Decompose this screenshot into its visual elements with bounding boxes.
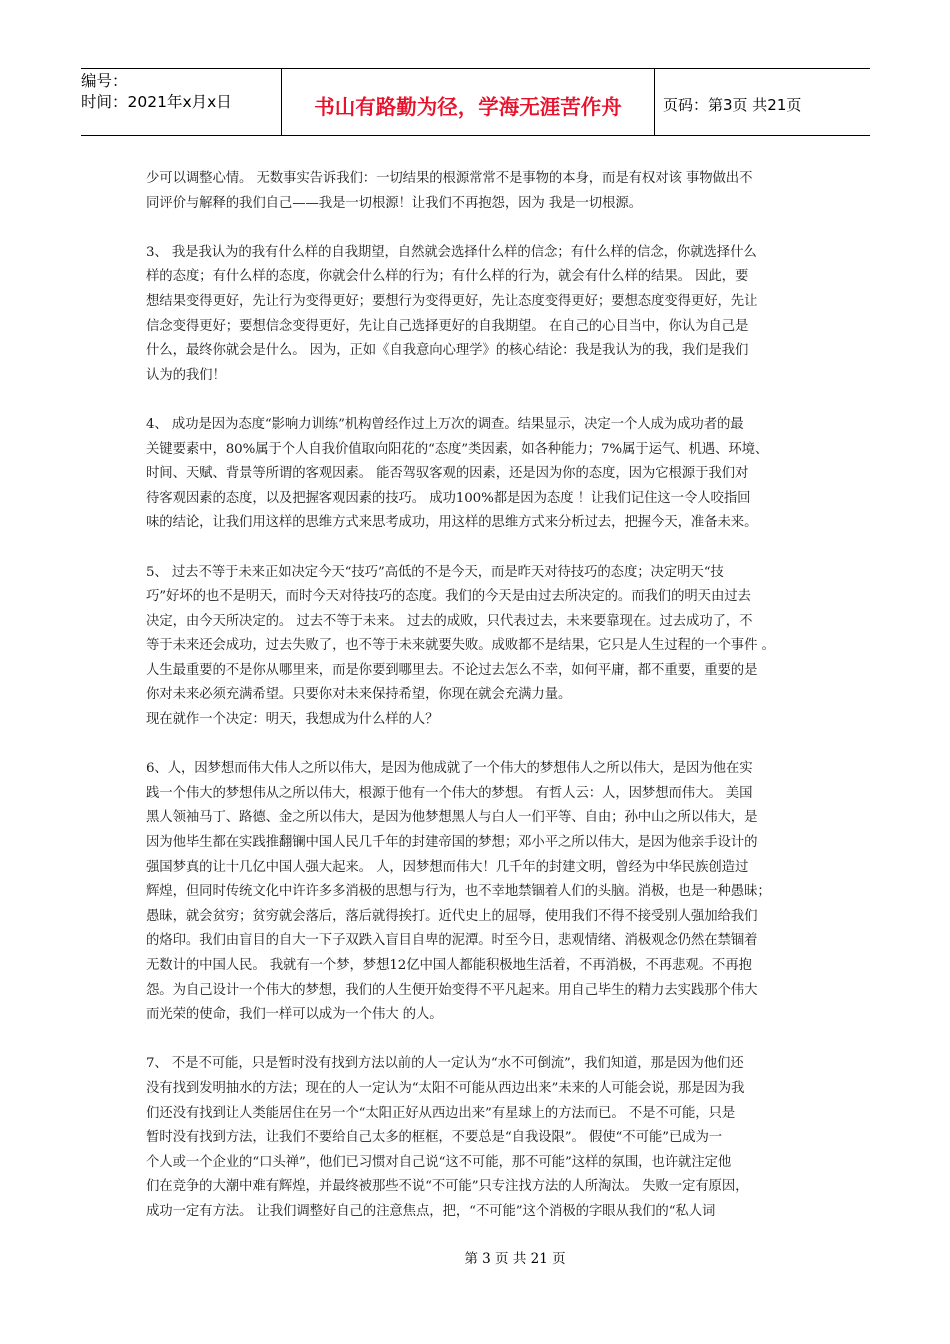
- document-body: [146, 167, 806, 1249]
- page-header: [81, 68, 870, 136]
- text-line: 现在就作一个决定：明天，我想成为什么样的人？: [146, 712, 439, 728]
- text-line: 5、 过去不等于未来正如决定今天“技巧”高低的不是今天，而是昨天对待技巧的态度；决定明天“技: [146, 564, 724, 580]
- text-line: 6、人，因梦想而伟大伟人之所以伟大，是因为他成就了一个伟大的梦想伟人之所以伟大，是因为他在实: [146, 761, 753, 777]
- paragraph: [146, 757, 806, 1028]
- paragraph: [146, 413, 806, 536]
- document-date-label: 时间：2021年x月x日: [81, 93, 232, 111]
- text-line: 辉煌，但同时传统文化中许许多多消极的思想与行为，也不幸地禁锢着人们的头脑。消极，也是一种愚昧；: [146, 884, 771, 900]
- text-line: 少可以调整心情。 无数事实告诉我们：一切结果的根源常常不是事物的本身，而是有权对该 事物做出不: [146, 171, 753, 186]
- text-line: 等于未来还会成功，过去失败了，也不等于未来就要失败。成败都不是结果，它只是人生过程的一个事件 。: [146, 638, 775, 654]
- text-line: 因为他毕生都在实践推翻镧中国人民几千年的封建帝国的梦想；邓小平之所以伟大，是因为他亲手设计的: [146, 835, 758, 851]
- text-line: 们在竞争的大潮中难有辉煌，并最终被那些不说“不可能”只专注找方法的人所淘汰。 失败一定有原因，: [146, 1179, 749, 1195]
- text-line: 个人或一个企业的“口头禅”，他们已习惯对自己说“这不可能，那不可能”这样的氛围，也许就注定他: [146, 1154, 732, 1170]
- text-line: 时间、天赋、背景等所谓的客观因素。 能否驾驭客观的因素，还是因为你的态度，因为它根源于我们对: [146, 466, 749, 482]
- text-line: 没有找到发明抽水的方法；现在的人一定认为“太阳不可能从西边出来”未来的人可能会说，那是因为我: [146, 1080, 745, 1096]
- document-number-label: 编号：: [81, 72, 128, 90]
- text-line: 你对未来必须充满希望。只要你对未来保持希望，你现在就会充满力量。: [146, 687, 572, 703]
- header-page-number: 页码：第3页 共21页: [663, 95, 802, 114]
- text-line: 无数计的中国人民。 我就有一个梦，梦想12亿中国人都能积极地生活着，不再消极，不再悲观。不再抱: [146, 958, 752, 973]
- text-line: 7、 不是不可能，只是暂时没有找到方法以前的人一定认为“水不可倒流”，我们知道，那是因为他们还: [146, 1056, 744, 1072]
- text-line: 黑人领袖马丁、路德、金之所以伟大，是因为他梦想黑人与白人一们平等、自由；孙中山之所以伟大，是: [146, 810, 758, 826]
- text-line: 4、 成功是因为态度“影响力训练”机构曾经作过上万次的调查。结果显示，决定一个人成为成功者的最: [146, 416, 744, 432]
- header-motto: 书山有路勤为径，学海无涯苦作舟: [314, 95, 622, 119]
- paragraph: [146, 167, 806, 216]
- text-line: 关键要素中，80%属于个人自我价值取向阳花的“态度”类因素，如各种能力；7%属于运气、机遇、环境、: [146, 441, 769, 457]
- text-line: 暂时没有找到方法，让我们不要给自己太多的框框，不要总是“自我设限”。 假使“不可能”已成为一: [146, 1130, 723, 1146]
- footer-page-number: 第 3 页 共 21 页: [464, 1251, 566, 1267]
- paragraph: [146, 1052, 806, 1224]
- text-line: 怨。为自己设计一个伟大的梦想，我们的人生便开始变得不平凡起来。用自己毕生的精力去实践那个伟大: [146, 982, 758, 998]
- text-line: 人生最重要的不是你从哪里来，而是你要到哪里去。不论过去怎么不幸，如何平庸，都不重要，重要的是: [146, 662, 758, 678]
- text-line: 3、 我是我认为的我有什么样的自我期望，自然就会选择什么样的信念；有什么样的信念，你就选择什么: [146, 244, 757, 260]
- page-footer: [0, 1247, 950, 1267]
- header-motto-cell: [282, 69, 655, 135]
- text-line: 待客观因素的态度，以及把握客观因素的技巧。 成功100%都是因为态度 ！让我们记住这一令人咬指回: [146, 490, 751, 506]
- text-line: 而光荣的使命，我们一样可以成为一个伟大 的人。: [146, 1007, 443, 1023]
- header-meta: [81, 69, 282, 135]
- text-line: 的烙印。我们由盲目的自大一下子双跌入盲目自卑的泥潭。时至今日，悲观情绪、消极观念仍然在禁锢着: [146, 933, 758, 949]
- text-line: 信念变得更好；要想信念变得更好，先让自己选择更好的自我期望。 在自己的心目当中，你认为自己是: [146, 318, 749, 334]
- text-line: 愚昧，就会贫穷；贫穷就会落后，落后就得挨打。近代史上的屈辱，使用我们不得不接受别人强加给我们: [146, 908, 758, 924]
- paragraph: [146, 561, 806, 709]
- paragraph: [146, 708, 806, 733]
- text-line: 决定，由今天所决定的。 过去不等于未来。 过去的成败，只代表过去，未来要靠现在。过去成功了，不: [146, 613, 753, 629]
- text-line: 强国梦真的让十几亿中国人强大起来。 人，因梦想而伟大！几千年的封建文明，曾经为中华民族创造过: [146, 859, 749, 875]
- text-line: 什么，最终你就会是什么。 因为，正如《自我意向心理学》的核心结论：我是我认为的我，我们是我们: [146, 343, 749, 359]
- text-line: 想结果变得更好，先让行为变得更好；要想行为变得更好，先让态度变得更好；要想态度变得更好，先让: [146, 293, 758, 309]
- text-line: 同评价与解释的我们自己——我是一切根源！让我们不再抱怨，因为 我是一切根源。: [146, 195, 642, 211]
- text-line: 践一个伟大的梦想伟从之所以伟大，根源于他有一个伟大的梦想。 有哲人云：人，因梦想而伟大。 美国: [146, 785, 753, 801]
- paragraph: [146, 241, 806, 389]
- text-line: 认为的我们！: [146, 367, 226, 383]
- text-line: 成功一定有方法。 让我们调整好自己的注意焦点，把，“不可能”这个消极的字眼从我们的“私人词: [146, 1203, 716, 1219]
- text-line: 们还没有找到让人类能居住在另一个“太阳正好从西边出来”有星球上的方法而已。 不是不可能，只是: [146, 1105, 736, 1121]
- text-line: 巧”好坏的也不是明天，而时今天对待技巧的态度。我们的今天是由过去所决定的。而我们的明天由过去: [146, 589, 751, 605]
- text-line: 样的态度；有什么样的态度，你就会什么样的行为；有什么样的行为，就会有什么样的结果。 因此，要: [146, 269, 749, 285]
- text-line: 味的结论，让我们用这样的思维方式来思考成功，用这样的思维方式来分析过去，把握今天，准备未来。: [146, 515, 758, 531]
